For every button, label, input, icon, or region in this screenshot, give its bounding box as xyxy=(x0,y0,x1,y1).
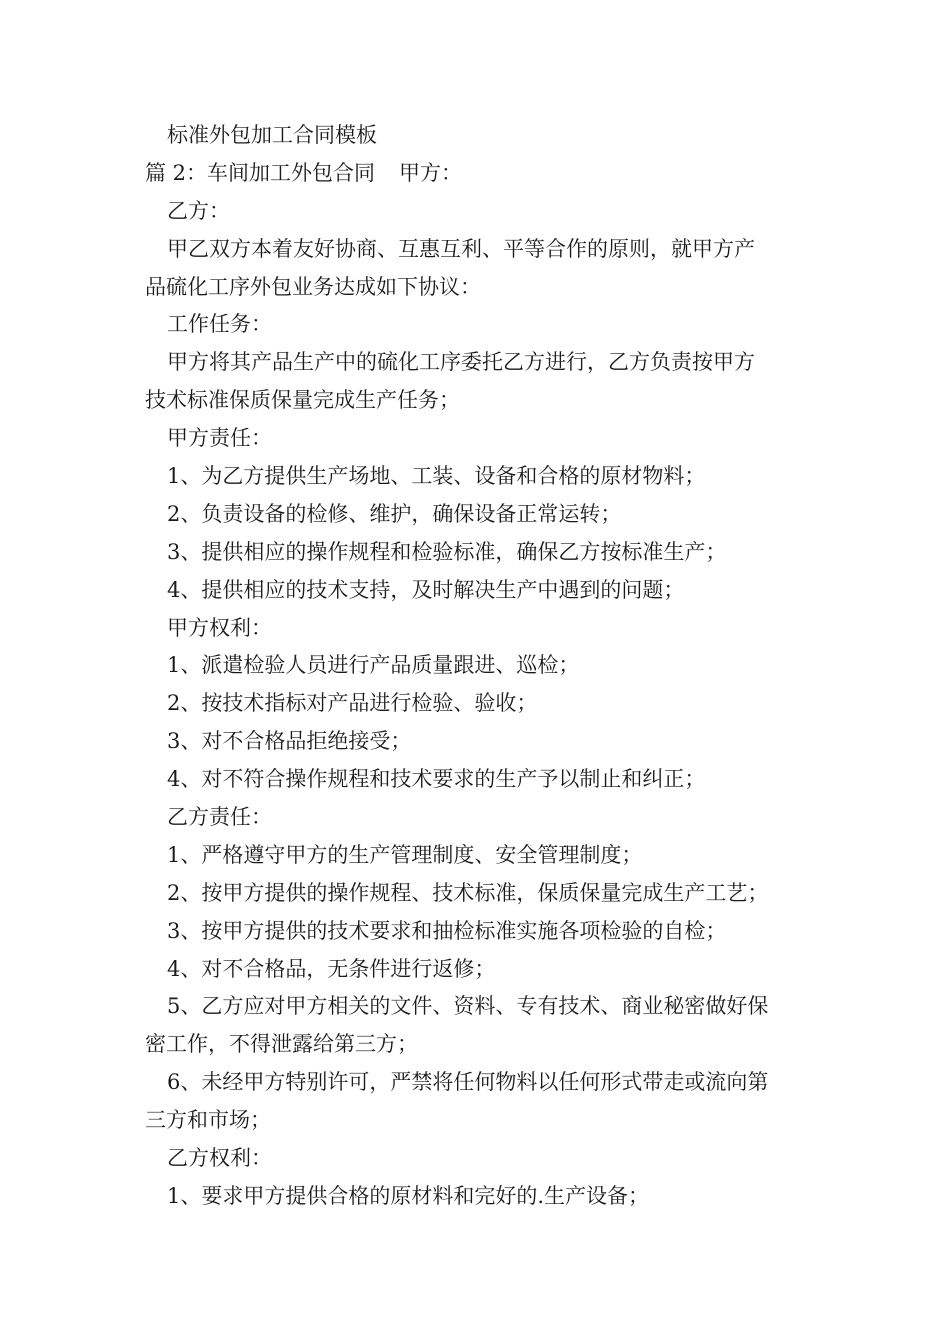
document-title: 标准外包加工合同模板 xyxy=(167,123,377,147)
party-a-rights-heading: 甲方权利： xyxy=(167,615,272,640)
list-item: 3、按甲方提供的技术要求和抽检标准实施各项检验的自检； xyxy=(167,918,727,943)
list-item-continuation: 密工作，不得泄露给第三方； xyxy=(145,1032,418,1057)
party-b-label: 乙方： xyxy=(167,198,230,223)
party-b-rights-heading: 乙方权利： xyxy=(167,1146,272,1171)
list-item: 1、为乙方提供生产场地、工装、设备和合格的原材物料； xyxy=(167,464,706,489)
list-item: 3、提供相应的操作规程和检验标准，确保乙方按标准生产； xyxy=(167,539,727,564)
intro-paragraph-line-2: 品硫化工序外包业务达成如下协议： xyxy=(145,274,481,299)
list-item: 4、提供相应的技术支持，及时解决生产中遇到的问题； xyxy=(167,577,685,602)
list-item: 1、派遣检验人员进行产品质量跟进、巡检； xyxy=(167,653,580,678)
task-paragraph-line-1: 甲方将其产品生产中的硫化工序委托乙方进行，乙方负责按甲方 xyxy=(167,350,755,375)
list-item: 2、按技术指标对产品进行检验、验收； xyxy=(167,691,538,716)
list-item: 6、未经甲方特别许可，严禁将任何物料以任何形式带走或流向第 xyxy=(167,1070,769,1095)
contract-subtitle: 篇 2：车间加工外包合同 xyxy=(145,160,376,185)
party-a-label: 甲方： xyxy=(399,160,463,185)
list-item: 1、要求甲方提供合格的原材料和完好的.生产设备； xyxy=(167,1183,650,1208)
party-a-duties-heading: 甲方责任： xyxy=(167,426,272,451)
intro-paragraph-line-1: 甲乙双方本着友好协商、互惠互利、平等合作的原则，就甲方产 xyxy=(167,236,755,261)
list-item: 2、按甲方提供的操作规程、技术标准，保质保量完成生产工艺； xyxy=(167,880,769,905)
list-item-continuation: 三方和市场； xyxy=(145,1108,271,1133)
list-item: 1、严格遵守甲方的生产管理制度、安全管理制度； xyxy=(167,842,643,867)
list-item: 3、对不合格品拒绝接受； xyxy=(167,729,412,754)
contract-header-line xyxy=(145,155,810,193)
party-b-duties-heading: 乙方责任： xyxy=(167,805,272,830)
task-paragraph-line-2: 技术标准保质保量完成生产任务； xyxy=(145,388,460,413)
document-body xyxy=(145,117,810,1216)
task-heading: 工作任务： xyxy=(167,312,272,337)
list-item: 5、乙方应对甲方相关的文件、资料、专有技术、商业秘密做好保 xyxy=(167,994,769,1019)
list-item: 2、负责设备的检修、维护，确保设备正常运转； xyxy=(167,501,622,526)
list-item: 4、对不合格品，无条件进行返修； xyxy=(167,956,496,981)
list-item: 4、对不符合操作规程和技术要求的生产予以制止和纠正； xyxy=(167,767,706,792)
